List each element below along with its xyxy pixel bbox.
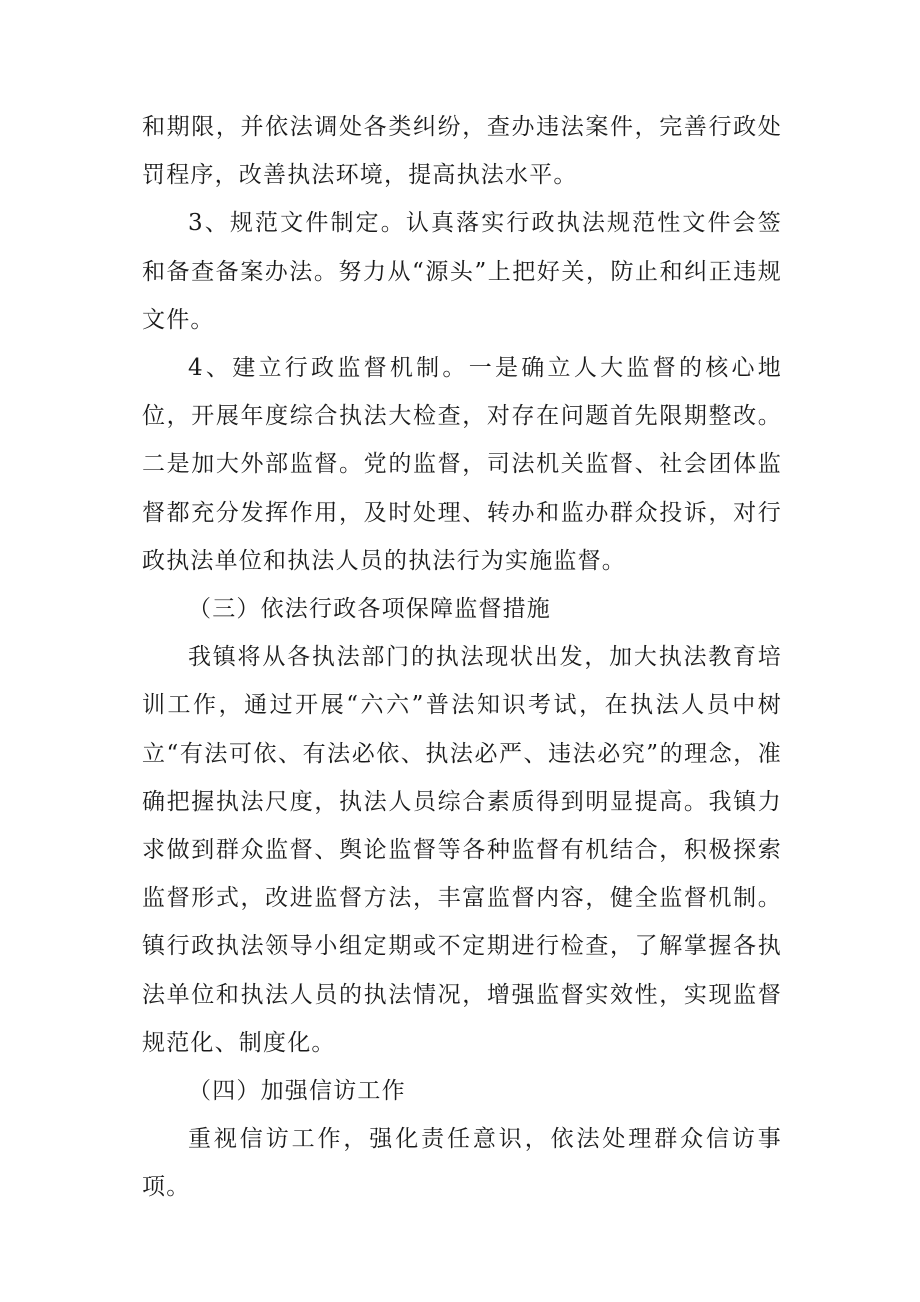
- paragraph-item-4: 4、建立行政监督机制。一是确立人大监督的核心地位，开展年度综合执法大检查，对存在问题首先限期整改。二是加大外部监督。党的监督，司法机关监督、社会团体监督都充分发挥作用，及时处理、转办和监办群众投诉，对行政执法单位和执法人员的执法行为实施监督。: [142, 355, 782, 574]
- paragraph-section-3-body: 我镇将从各执法部门的执法现状出发，加大执法教育培训工作，通过开展“六六”普法知识考试，在执法人员中树立“有法可依、有法必依、执法必严、违法必究”的理念，准确把握执法尺度，执法人员综合素质得到明显提高。我镇力求做到群众监督、舆论监督等各种监督有机结合，积极探索监督形式，改进监督方法，丰富监督内容，健全监督机制。镇行政执法领导小组定期或不定期进行检查，了解掌握各执法单位和执法人员的执法情况，增强监督实效性，实现监督规范化、制度化。: [142, 644, 782, 1056]
- paragraph-continued: 和期限，并依法调处各类纠纷，查办违法案件，完善行政处罚程序，改善执法环境，提高执法水平。: [142, 114, 782, 189]
- section-heading-3: （三）依法行政各项保障监督措施: [188, 596, 551, 623]
- document-body: [142, 103, 782, 1212]
- section-heading-4: （四）加强信访工作: [188, 1078, 406, 1105]
- paragraph-item-3: 3、规范文件制定。认真落实行政执法规范性文件会签和备查备案办法。努力从“源头”上把好关，防止和纠正违规文件。: [142, 210, 782, 333]
- paragraph-section-4-body: 重视信访工作，强化责任意识，依法处理群众信访事项。: [142, 1126, 782, 1201]
